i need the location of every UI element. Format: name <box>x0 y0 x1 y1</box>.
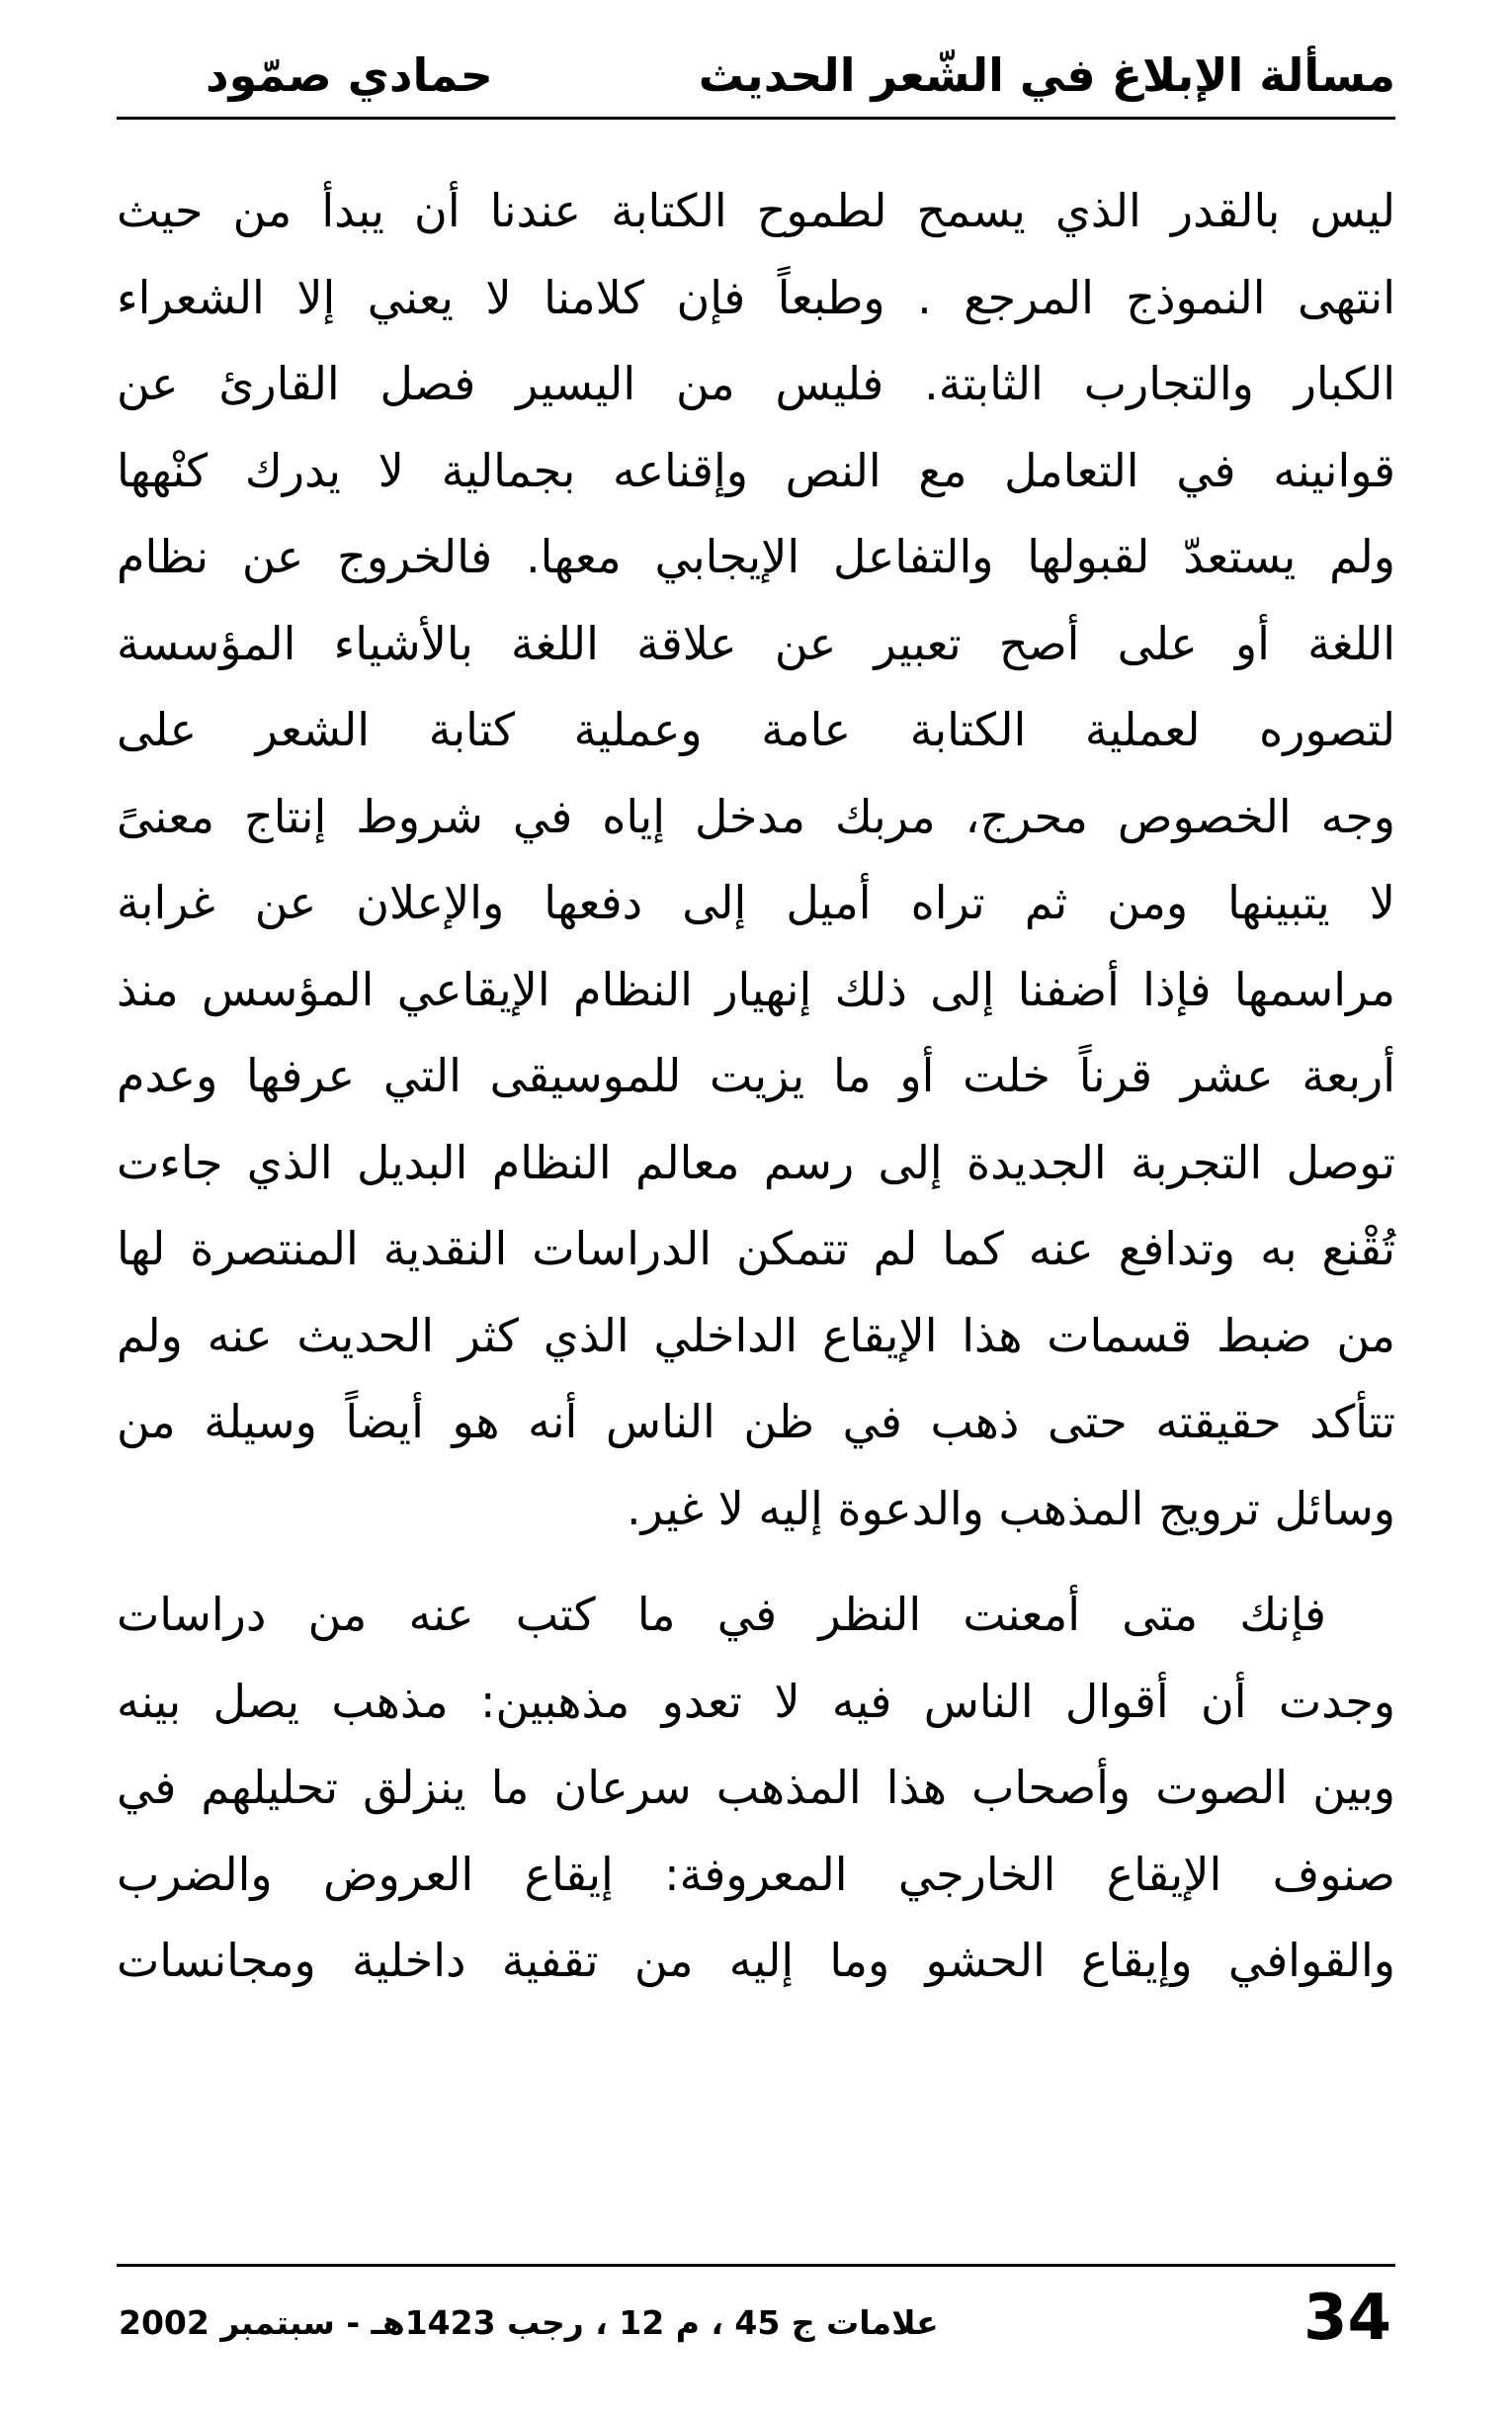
text-line: لتصوره لعملية الكتابة عامة وعملية كتابة الشعر على <box>117 703 1395 756</box>
journal-info: علامات ج 45 ، م 12 ، رجب 1423هـ - سبتمبر 2002 <box>119 2303 939 2342</box>
text-line: وبين الصوت وأصحاب هذا المذهب سرعان ما ينزلق تحليلهم في <box>117 1761 1395 1814</box>
page-number: 34 <box>1302 2282 1391 2355</box>
body-text <box>117 168 1395 2005</box>
text-line: صنوف الإيقاع الخارجي المعروفة: إيقاع العروض والضرب <box>117 1847 1395 1901</box>
text-line: تُقْنع به وتدافع عنه كما لم تتمكن الدراسات النقدية المنتصرة لها <box>117 1222 1395 1275</box>
text-line: وجه الخصوص محرج، مربك مدخل إياه في شروط إنتاج معنىً <box>117 789 1395 843</box>
article-title: مسألة الإبلاغ في الشّعر الحديث <box>698 48 1395 102</box>
text-line: اللغة أو على أصح تعبير عن علاقة اللغة بالأشياء المؤسسة <box>117 616 1395 670</box>
author-name: حمادي صمّود <box>206 48 493 102</box>
paragraph-1 <box>117 168 1395 1552</box>
running-header <box>117 38 1395 121</box>
paragraph-gap <box>117 1552 1395 1572</box>
text-line: وسائل ترويج المذهب والدعوة إليه لا غير. <box>627 1481 1395 1535</box>
text-line: الكبار والتجارب الثابتة. فليس من اليسير فصل القارئ عن <box>117 357 1395 410</box>
header-divider <box>117 117 1395 120</box>
text-line: فإنك متى أمعنت النظر في ما كتب عنه من دراسات <box>117 1588 1326 1641</box>
text-line: وجدت أن أقوال الناس فيه لا تعدو مذهبين: مذهب يصل بينه <box>117 1674 1395 1728</box>
text-line: والقوافي وإيقاع الحشو وما إليه من تقفية داخلية ومجانسات <box>117 1934 1395 1987</box>
text-line: لا يتبينها ومن ثم تراه أميل إلى دفعها والإعلان عن غرابة <box>117 876 1395 929</box>
text-line: ولم يستعدّ لقبولها والتفاعل الإيجابي معها. فالخروج عن نظام <box>117 530 1395 583</box>
text-line: ليس بالقدر الذي يسمح لطموح الكتابة عندنا أن يبدأ من حيث <box>117 184 1395 237</box>
text-line: أربعة عشر قرناً خلت أو ما يزيت للموسيقى التي عرفها وعدم <box>117 1049 1395 1102</box>
text-line: من ضبط قسمات هذا الإيقاع الداخلي الذي كثر الحديث عنه ولم <box>117 1308 1395 1362</box>
text-line: تتأكد حقيقته حتى ذهب في ظن الناس أنه هو أيضاً وسيلة من <box>117 1395 1395 1448</box>
text-line: توصل التجربة الجديدة إلى رسم معالم النظام البديل الذي جاءت <box>117 1135 1395 1189</box>
paragraph-2 <box>117 1572 1395 2005</box>
footer-divider <box>117 2264 1395 2267</box>
text-line: انتهى النموذج المرجع . وطبعاً فإن كلامنا لا يعني إلا الشعراء <box>117 270 1395 324</box>
text-line: مراسمها فإذا أضفنا إلى ذلك إنهيار النظام الإيقاعي المؤسس منذ <box>117 962 1395 1016</box>
text-line: قوانينه في التعامل مع النص وإقناعه بجمالية لا يدرك كنْهها <box>117 443 1395 497</box>
